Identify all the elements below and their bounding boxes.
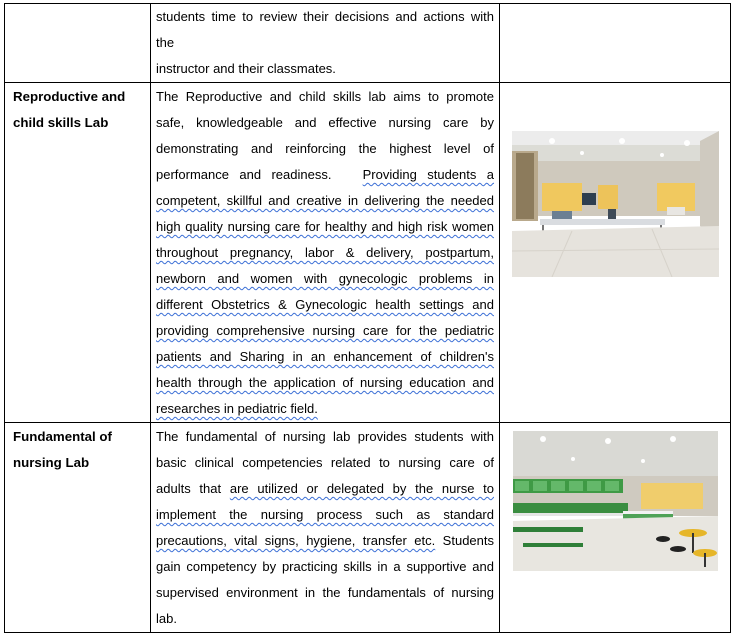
lab-name: Reproductive and child skills Lab [13, 89, 126, 130]
description-cell [151, 4, 500, 83]
description-lead: The fundamental of nursing lab provides students with basic clinical competencies related to nursing care of adults that [156, 429, 494, 496]
photo-cell [500, 4, 731, 83]
lab-name-cell [5, 83, 151, 423]
lab-name: Fundamental of nursing Lab [13, 429, 112, 470]
description-line: instructor and their classmates. [156, 61, 336, 76]
description-body: Providing students a competent, skillful and creative in delivering the needed high quality nursing care for healthy and high risk women throughout pregnancy, labor & delivery, postpartum, newborn and women with gynecologic problems in different Obstetrics & Gynecologic health settings and providing comprehensive nursing care for the pediatric patients and Sharing in an enhancement of children's health through the application of nursing education and researches in pediatric field. [156, 167, 495, 416]
description-line: students time to review their decisions and actions with the [156, 9, 494, 50]
lab-name-cell [5, 423, 151, 633]
description-tail: Students gain competency by practicing skills in a supportive and supervised environment in the fundamentals of nursing lab. [156, 533, 494, 626]
description-intro: The Reproductive and child skills lab aims to promote safe, knowledgeable and effective nursing care by demonstrating and reinforcing the highest level of performance and readiness. [156, 89, 494, 182]
lab-description [156, 424, 494, 632]
table-row [5, 423, 731, 633]
description-wavy: are utilized or delegated by the nurse to implement the nursing process such as standard precautions, vital signs, hygiene, transfer etc. [156, 481, 494, 548]
lab-description [156, 84, 494, 422]
description-cell [151, 423, 500, 633]
table-row [5, 4, 731, 83]
labs-table [4, 3, 731, 633]
table-row [5, 83, 731, 423]
description-cell [151, 83, 500, 423]
classroom-lab-photo-icon [513, 431, 718, 571]
lab-room-photo-icon [512, 131, 719, 277]
lab-name-cell [5, 4, 151, 83]
photo-cell [500, 423, 731, 633]
photo-cell [500, 83, 731, 423]
